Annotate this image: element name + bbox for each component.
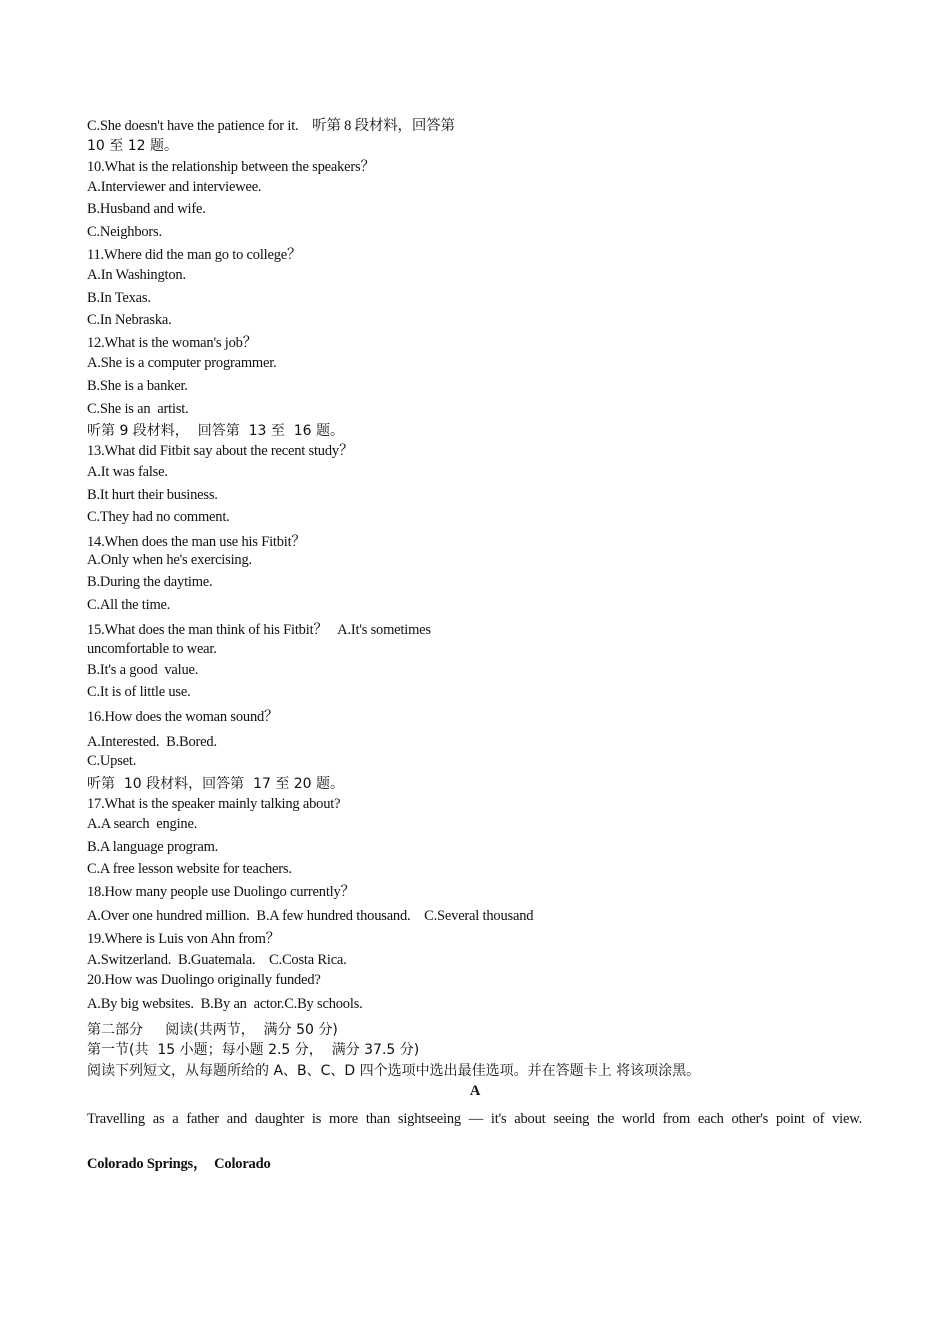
question-13: 13.What did Fitbit say about the recent study？ — [87, 443, 354, 459]
question-15-option-c: C.It is of little use. — [87, 684, 191, 700]
question-14-option-b: B.During the daytime. — [87, 574, 213, 590]
question-11-option-b: B.In Texas. — [87, 290, 151, 306]
question-10: 10.What is the relationship between the speakers？ — [87, 159, 375, 175]
question-14: 14.When does the man use his Fitbit？ — [87, 534, 306, 550]
question-11: 11.Where did the man go to college？ — [87, 247, 302, 263]
passage-subheading: Colorado Springs， Colorado — [87, 1156, 271, 1172]
question-16: 16.How does the woman sound？ — [87, 709, 279, 725]
question-18: 18.How many people use Duolingo currently？ — [87, 884, 355, 900]
question-19: 19.Where is Luis von Ahn from？ — [87, 931, 280, 947]
question-15-option-b: B.It's a good value. — [87, 662, 199, 678]
section-instruction-9: 听第 9 段材料， 回答第 13 至 16 题。 — [87, 423, 345, 439]
section-instruction-8-cont: 10 至 12 题。 — [87, 138, 178, 154]
question-17-option-c: C.A free lesson website for teachers. — [87, 861, 292, 877]
part-two-heading: 第二部分 阅读(共两节， 满分 50 分) — [87, 1022, 338, 1038]
question-15: 15.What does the man think of his Fitbit？ A.It's sometimes — [87, 622, 431, 638]
question-11-option-c: C.In Nebraska. — [87, 312, 172, 328]
question-10-option-a: A.Interviewer and interviewee. — [87, 179, 262, 195]
question-9-option-c: C.She doesn't have the patience for it. 听第 8 段材料，回答第 — [87, 118, 455, 134]
question-12-option-b: B.She is a banker. — [87, 378, 188, 394]
question-13-option-b: B.It hurt their business. — [87, 487, 218, 503]
question-17-option-b: B.A language program. — [87, 839, 219, 855]
question-11-option-a: A.In Washington. — [87, 267, 186, 283]
question-10-option-b: B.Husband and wife. — [87, 201, 206, 217]
passage-label-a: A — [469, 1083, 481, 1099]
passage-intro: Travelling as a father and daughter is more than sightseeing — it's about seeing the world from each other's point of view. — [87, 1111, 862, 1127]
reading-instructions: 阅读下列短文，从每题所给的 A、B、C、D 四个选项中选出最佳选项。并在答题卡上 将该项涂黑。 — [87, 1063, 701, 1079]
question-12-option-a: A.She is a computer programmer. — [87, 355, 277, 371]
question-19-options: A.Switzerland. B.Guatemala. C.Costa Rica. — [87, 952, 347, 968]
question-10-option-c: C.Neighbors. — [87, 224, 162, 240]
section-one-heading: 第一节(共 15 小题；每小题 2.5 分， 满分 37.5 分) — [87, 1042, 420, 1058]
question-16-option-c: C.Upset. — [87, 753, 137, 769]
question-18-options: A.Over one hundred million. B.A few hundred thousand. C.Several thousand — [87, 908, 534, 924]
section-instruction-10: 听第 10 段材料，回答第 17 至 20 题。 — [87, 776, 345, 792]
question-14-option-a: A.Only when he's exercising. — [87, 552, 252, 568]
question-20: 20.How was Duolingo originally funded? — [87, 972, 321, 988]
question-17-option-a: A.A search engine. — [87, 816, 198, 832]
question-13-option-c: C.They had no comment. — [87, 509, 230, 525]
question-12-option-c: C.She is an artist. — [87, 401, 189, 417]
question-14-option-c: C.All the time. — [87, 597, 171, 613]
question-17: 17.What is the speaker mainly talking about? — [87, 796, 341, 812]
question-12: 12.What is the woman's job？ — [87, 335, 257, 351]
question-15-option-a-cont: uncomfortable to wear. — [87, 641, 217, 657]
question-20-options: A.By big websites. B.By an actor.C.By schools. — [87, 996, 363, 1012]
question-16-options-ab: A.Interested. B.Bored. — [87, 734, 217, 750]
question-13-option-a: A.It was false. — [87, 464, 168, 480]
